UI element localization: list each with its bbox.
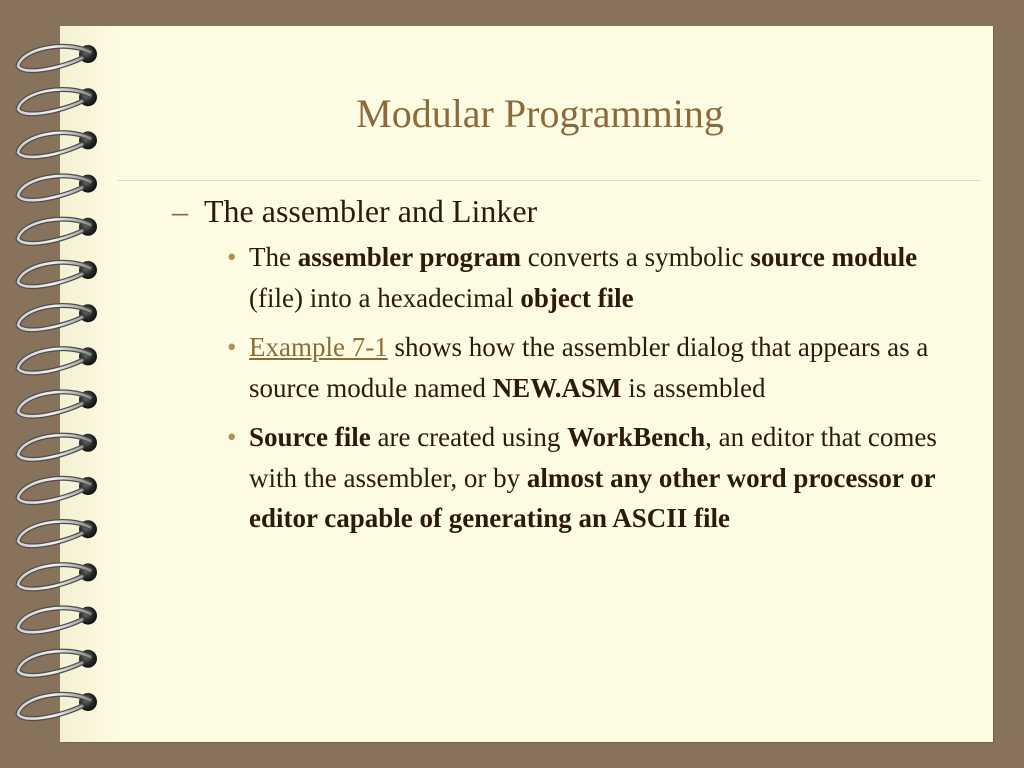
bullet-text: , an editor that comes with the assembler, or by <box>249 422 937 493</box>
bullet-item <box>227 417 952 539</box>
emphasis-text: WorkBench <box>567 422 706 452</box>
spiral-ring <box>18 45 97 71</box>
emphasis-text: NEW.ASM <box>492 372 622 403</box>
bullet-icon: • <box>227 332 237 362</box>
slide-content <box>172 189 972 548</box>
bullet-icon: • <box>227 242 237 272</box>
bullet-item <box>227 237 952 318</box>
spiral-ring <box>18 650 97 676</box>
main-point <box>172 189 972 233</box>
spiral-ring <box>18 175 97 201</box>
spiral-ring <box>18 218 97 244</box>
spiral-ring <box>18 607 97 633</box>
spiral-ring <box>18 391 97 417</box>
emphasis-text: assembler program <box>297 242 521 272</box>
title-divider <box>117 180 981 181</box>
emphasis-text: object file <box>520 282 634 313</box>
main-point-text: The assembler and Linker <box>204 193 538 229</box>
spiral-ring <box>18 520 97 546</box>
emphasis-text: Source file <box>249 422 371 452</box>
spiral-ring <box>18 693 97 719</box>
bullet-text: converts a symbolic <box>520 242 751 272</box>
bullet-icon: • <box>227 422 237 452</box>
bullet-text: are created using <box>370 422 568 452</box>
spiral-ring <box>18 261 97 287</box>
spiral-ring <box>18 477 97 503</box>
emphasis-text: source module <box>750 242 918 272</box>
example-link[interactable]: Example 7-1 <box>249 332 388 362</box>
bullet-text: is assembled <box>621 372 766 403</box>
spiral-binding-icon <box>12 40 108 730</box>
spiral-ring <box>18 347 97 373</box>
bullet-text: shows how the assembler dialog that appears as a source module named <box>249 332 929 403</box>
bullet-text: (file) into a hexadecimal <box>249 282 521 313</box>
spiral-ring <box>18 434 97 460</box>
dash-marker: – <box>172 193 188 229</box>
bullet-text: The <box>249 242 298 272</box>
spiral-ring <box>18 304 97 330</box>
bullet-item <box>227 327 952 408</box>
slide-title: Modular Programming <box>356 91 724 136</box>
spiral-ring <box>18 563 97 589</box>
emphasis-text: almost any other word processor or editor capable of generating an ASCII file <box>249 462 936 533</box>
bullet-list <box>227 237 952 539</box>
